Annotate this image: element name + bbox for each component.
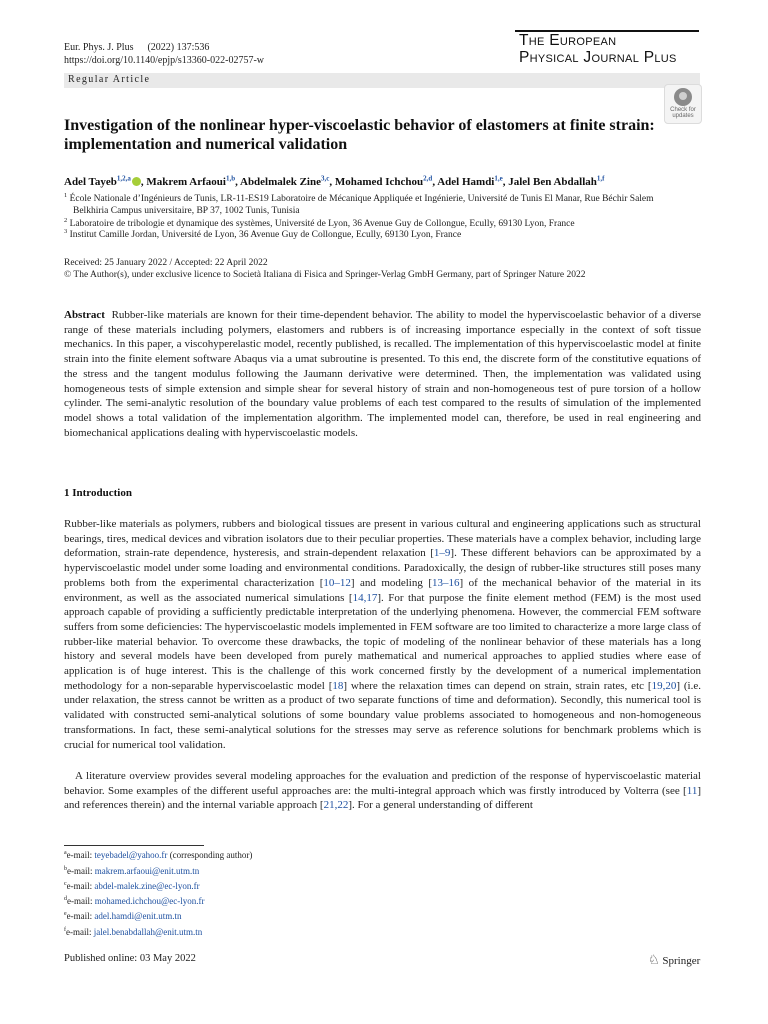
section-heading: 1 Introduction: [64, 487, 132, 499]
journal-reference: [64, 41, 264, 67]
citation-link[interactable]: 19,20: [651, 679, 677, 692]
journal-name-line2: Physical Journal Plus: [519, 49, 677, 66]
paragraph-text: ] where the relaxation times can depend on strain, strain rates, etc [: [343, 679, 652, 692]
intro-paragraph-2: [64, 769, 701, 813]
journal-name-line1: The European: [519, 32, 617, 49]
paragraph-text: ]. For that purpose the finite element method (FEM) is the most used approach capable of providing a sufficiently predictable interpretation of the underlying phenomena. However, the commercial FEM software suffers from some deficiencies: The hyperviscoelastic models implemented in FEM software are too limited to characterize a more large class of rubber-like material behavior. To overcome these drawbacks, the topic of modeling of the nonlinear behavior of these materials has a long history and several models have been developed from purely mathematical and numerical approaches to applied studies where ease of application is of huge interest. This is the challenge of this work concerned firstly by the development of a numerical implementation methodology for a non-separable hyperviscoelastic model [: [64, 591, 701, 692]
footnote-label: e-mail:: [66, 881, 95, 891]
abstract-label: Abstract: [64, 309, 105, 321]
orcid-icon[interactable]: [132, 177, 141, 186]
footnote-mark: c: [64, 881, 67, 887]
paragraph-text: ] and references therein) and the internal variable approach [: [64, 784, 701, 812]
footnote-email: [64, 896, 205, 907]
author-affiliation-marker[interactable]: 1,b: [225, 174, 236, 183]
citation-link[interactable]: 18: [332, 679, 344, 692]
paragraph-text: ]. For a general understanding of different: [348, 799, 533, 812]
author-separator: ,: [502, 176, 509, 188]
footnote-label: e-mail:: [66, 911, 95, 921]
author-separator: ,: [140, 176, 147, 188]
footnote-mark: b: [64, 866, 67, 872]
paragraph-text: ] and modeling [: [350, 576, 432, 589]
affiliation-3: [64, 227, 704, 242]
check-updates-line2: updates: [672, 113, 694, 119]
affiliation-text: École Nationale d’Ingénieurs de Tunis, LR-11-ES19 Laboratoire de Mécanique Appliquée et Ingénierie, Université de Tunis El Manar, Rue Béchir Salem: [69, 194, 654, 204]
footnote-email: [64, 911, 181, 922]
footnote-label: e-mail:: [67, 896, 95, 906]
author-name: Mohamed Ichchou: [334, 176, 424, 188]
citation-link[interactable]: 11: [686, 784, 698, 797]
paragraph-text: ]. These different behaviors can be approximated by a hyperviscoelastic model under some loading and environmental conditions. Paradoxically, the design of rubber-like structures still poses many problems both from the experimental characterization [: [64, 547, 701, 589]
citation-link[interactable]: 14,17: [352, 591, 378, 604]
email-link[interactable]: adel.hamdi@enit.utm.tn: [94, 911, 182, 921]
citation-link[interactable]: 1–9: [433, 547, 451, 560]
journal-logo: [519, 32, 699, 66]
footnote-mark: d: [64, 896, 67, 902]
journal-abbrev: Eur. Phys. J. Plus: [64, 42, 134, 53]
affiliation-1: [64, 191, 704, 217]
author-affiliation-marker[interactable]: 1,e: [494, 174, 503, 183]
author-name: Adel Tayeb: [64, 176, 117, 188]
footnote-note: (corresponding author): [167, 850, 253, 860]
email-link[interactable]: makrem.arfaoui@enit.utm.tn: [94, 866, 200, 876]
affiliation-text: Institut Camille Jordan, Université de Lyon, 36 Avenue Guy de Collongue, Ecully, 69130 Lyon, France: [69, 230, 462, 240]
check-updates-line1: Check for: [670, 107, 696, 113]
publisher-name: Springer: [662, 955, 701, 967]
footnote-email: [64, 866, 199, 877]
author-separator: ,: [235, 176, 240, 188]
footnote-label: e-mail:: [66, 927, 94, 937]
email-link[interactable]: mohamed.ichchou@ec-lyon.fr: [94, 896, 205, 906]
email-link[interactable]: abdel-malek.zine@ec-lyon.fr: [94, 881, 200, 891]
email-link[interactable]: teyebadel@yahoo.fr: [94, 850, 168, 860]
author-name: Adel Hamdi: [437, 176, 495, 188]
journal-logo-rule: [515, 30, 699, 32]
citation-link[interactable]: 13–16: [431, 576, 460, 589]
springer-horse-icon: ♘: [648, 952, 660, 967]
affiliation-2: [64, 216, 704, 231]
volume-info: (2022) 137:536: [147, 42, 210, 53]
paragraph-text: ] of the mechanical behavior of the material in its environment, as well as the associated numerical simulations [: [64, 576, 701, 604]
footnote-email: [64, 881, 200, 892]
received-accepted: Received: 25 January 2022 / Accepted: 22 April 2022: [64, 258, 268, 268]
affiliation-text-cont: Belkhiria Campus universitaire, BP 37, 1002 Tunis, Tunisia: [73, 205, 300, 216]
citation-link[interactable]: 10–12: [323, 576, 351, 589]
footnote-mark: f: [64, 927, 66, 933]
check-updates-icon: [674, 88, 692, 106]
paragraph-text: Rubber-like materials as polymers, rubbers and biological tissues are present in various cultural and engineering applications such as structural bearings, tires, medical devices and vibration isolators due to their peculiar properties. These materials have a complex behavior, including large deformation, strain-rate dependence, hysteresis, and strain-dependent relaxation [: [64, 518, 701, 560]
author-affiliation-marker[interactable]: 1,2,a: [116, 174, 131, 183]
affiliation-number: 1: [64, 191, 68, 199]
published-date: Published online: 03 May 2022: [64, 953, 196, 964]
author-list: [64, 175, 724, 189]
author-name: Makrem Arfaoui: [146, 176, 226, 188]
footnote-email: [64, 850, 252, 861]
abstract-text: Rubber-like materials are known for their time-dependent behavior. The ability to model the hyperviscoelastic behavior of a diverse range of these materials including polymers, elastomers and rubbers is of increasing importance especially in the context of soft tissue mechanics. In this paper, a viscohyperelastic model, recently published, is recalled. The implementation of this hyperviscoelastic model at finite strain into the finite element software Abaqus via a umat subroutine is presented. To this end, the discrete form of the constitutive equations of the stress and the tangent modulus following the Jaumann derivative were determined. Then, the implementation was validated using homogeneous tests of simple extension and simple shear for several history of strain and non-homogeneous test of pure torsion of a hollow cylinder. The semi-analytic resolution of the boundary value problems of each test compared to the results of simulation of the implemented model shows a total validation of the implementation algorithm. The implemented model can, therefore, be used in real engineering and biomechanical applications dealing with hyperviscoelastic models.: [64, 309, 701, 439]
author-affiliation-marker[interactable]: 2,d: [423, 174, 433, 183]
footnote-mark: a: [64, 850, 67, 856]
email-link[interactable]: jalel.benabdallah@enit.utm.tn: [93, 927, 203, 937]
author-name: Abdelmalek Zine: [240, 176, 321, 188]
article-type: Regular Article: [68, 74, 151, 85]
article-dates: [64, 257, 704, 281]
footnote-mark: e: [64, 911, 67, 917]
intro-paragraph-1: [64, 517, 701, 752]
affiliation-text: Laboratoire de tribologie et dynamique des systèmes, Université de Lyon, 36 Avenue Guy de Collongue, Ecully, 69130 Lyon, France: [69, 219, 575, 229]
footnote-email: [64, 927, 202, 938]
paragraph-text: A literature overview provides several modeling approaches for the evaluation and prediction of the response of hyperviscoelastic material behavior. Some examples of the different useful approaches are: the multi-integral approach which was firstly introduced by Volterra (see [: [64, 770, 701, 797]
author-separator: ,: [432, 176, 438, 188]
author-affiliation-marker[interactable]: 1,f: [596, 174, 605, 183]
copyright: © The Author(s), under exclusive licence to Società Italiana di Fisica and Springer-Verlag GmbH Germany, part of Springer Nature 2022: [64, 270, 586, 280]
abstract: [64, 308, 701, 440]
footnote-divider: [64, 845, 204, 846]
affiliation-number: 3: [64, 227, 68, 235]
affiliation-number: 2: [64, 216, 68, 224]
author-separator: ,: [329, 176, 335, 188]
footnote-label: e-mail:: [66, 850, 95, 860]
author-affiliation-marker[interactable]: 3,c: [320, 174, 330, 183]
citation-link[interactable]: 21,22: [323, 799, 349, 812]
publisher-logo: [648, 952, 700, 968]
author-name: Jalel Ben Abdallah: [508, 176, 597, 188]
article-title: Investigation of the nonlinear hyper-viscoelastic behavior of elastomers at finite strain: implementation and numerical validation: [64, 117, 655, 153]
paragraph-text: ] (i.e. under relaxation, the stress cannot be written as a product of two separate functions of time and deformation). Secondly, this numerical tool is validated with constructed semi-analytical solutions of some boundary value problems associated to homogeneous and non-homogeneous transformations. In fact, these semi-analytical solutions for the stresses may serve as reference solutions for benchmark problems which is crucial for numerical tool validation.: [64, 679, 701, 751]
doi-link[interactable]: https://doi.org/10.1140/epjp/s13360-022-02757-w: [64, 55, 264, 66]
footnote-label: e-mail:: [67, 866, 95, 876]
article-type-bar: [64, 73, 700, 88]
